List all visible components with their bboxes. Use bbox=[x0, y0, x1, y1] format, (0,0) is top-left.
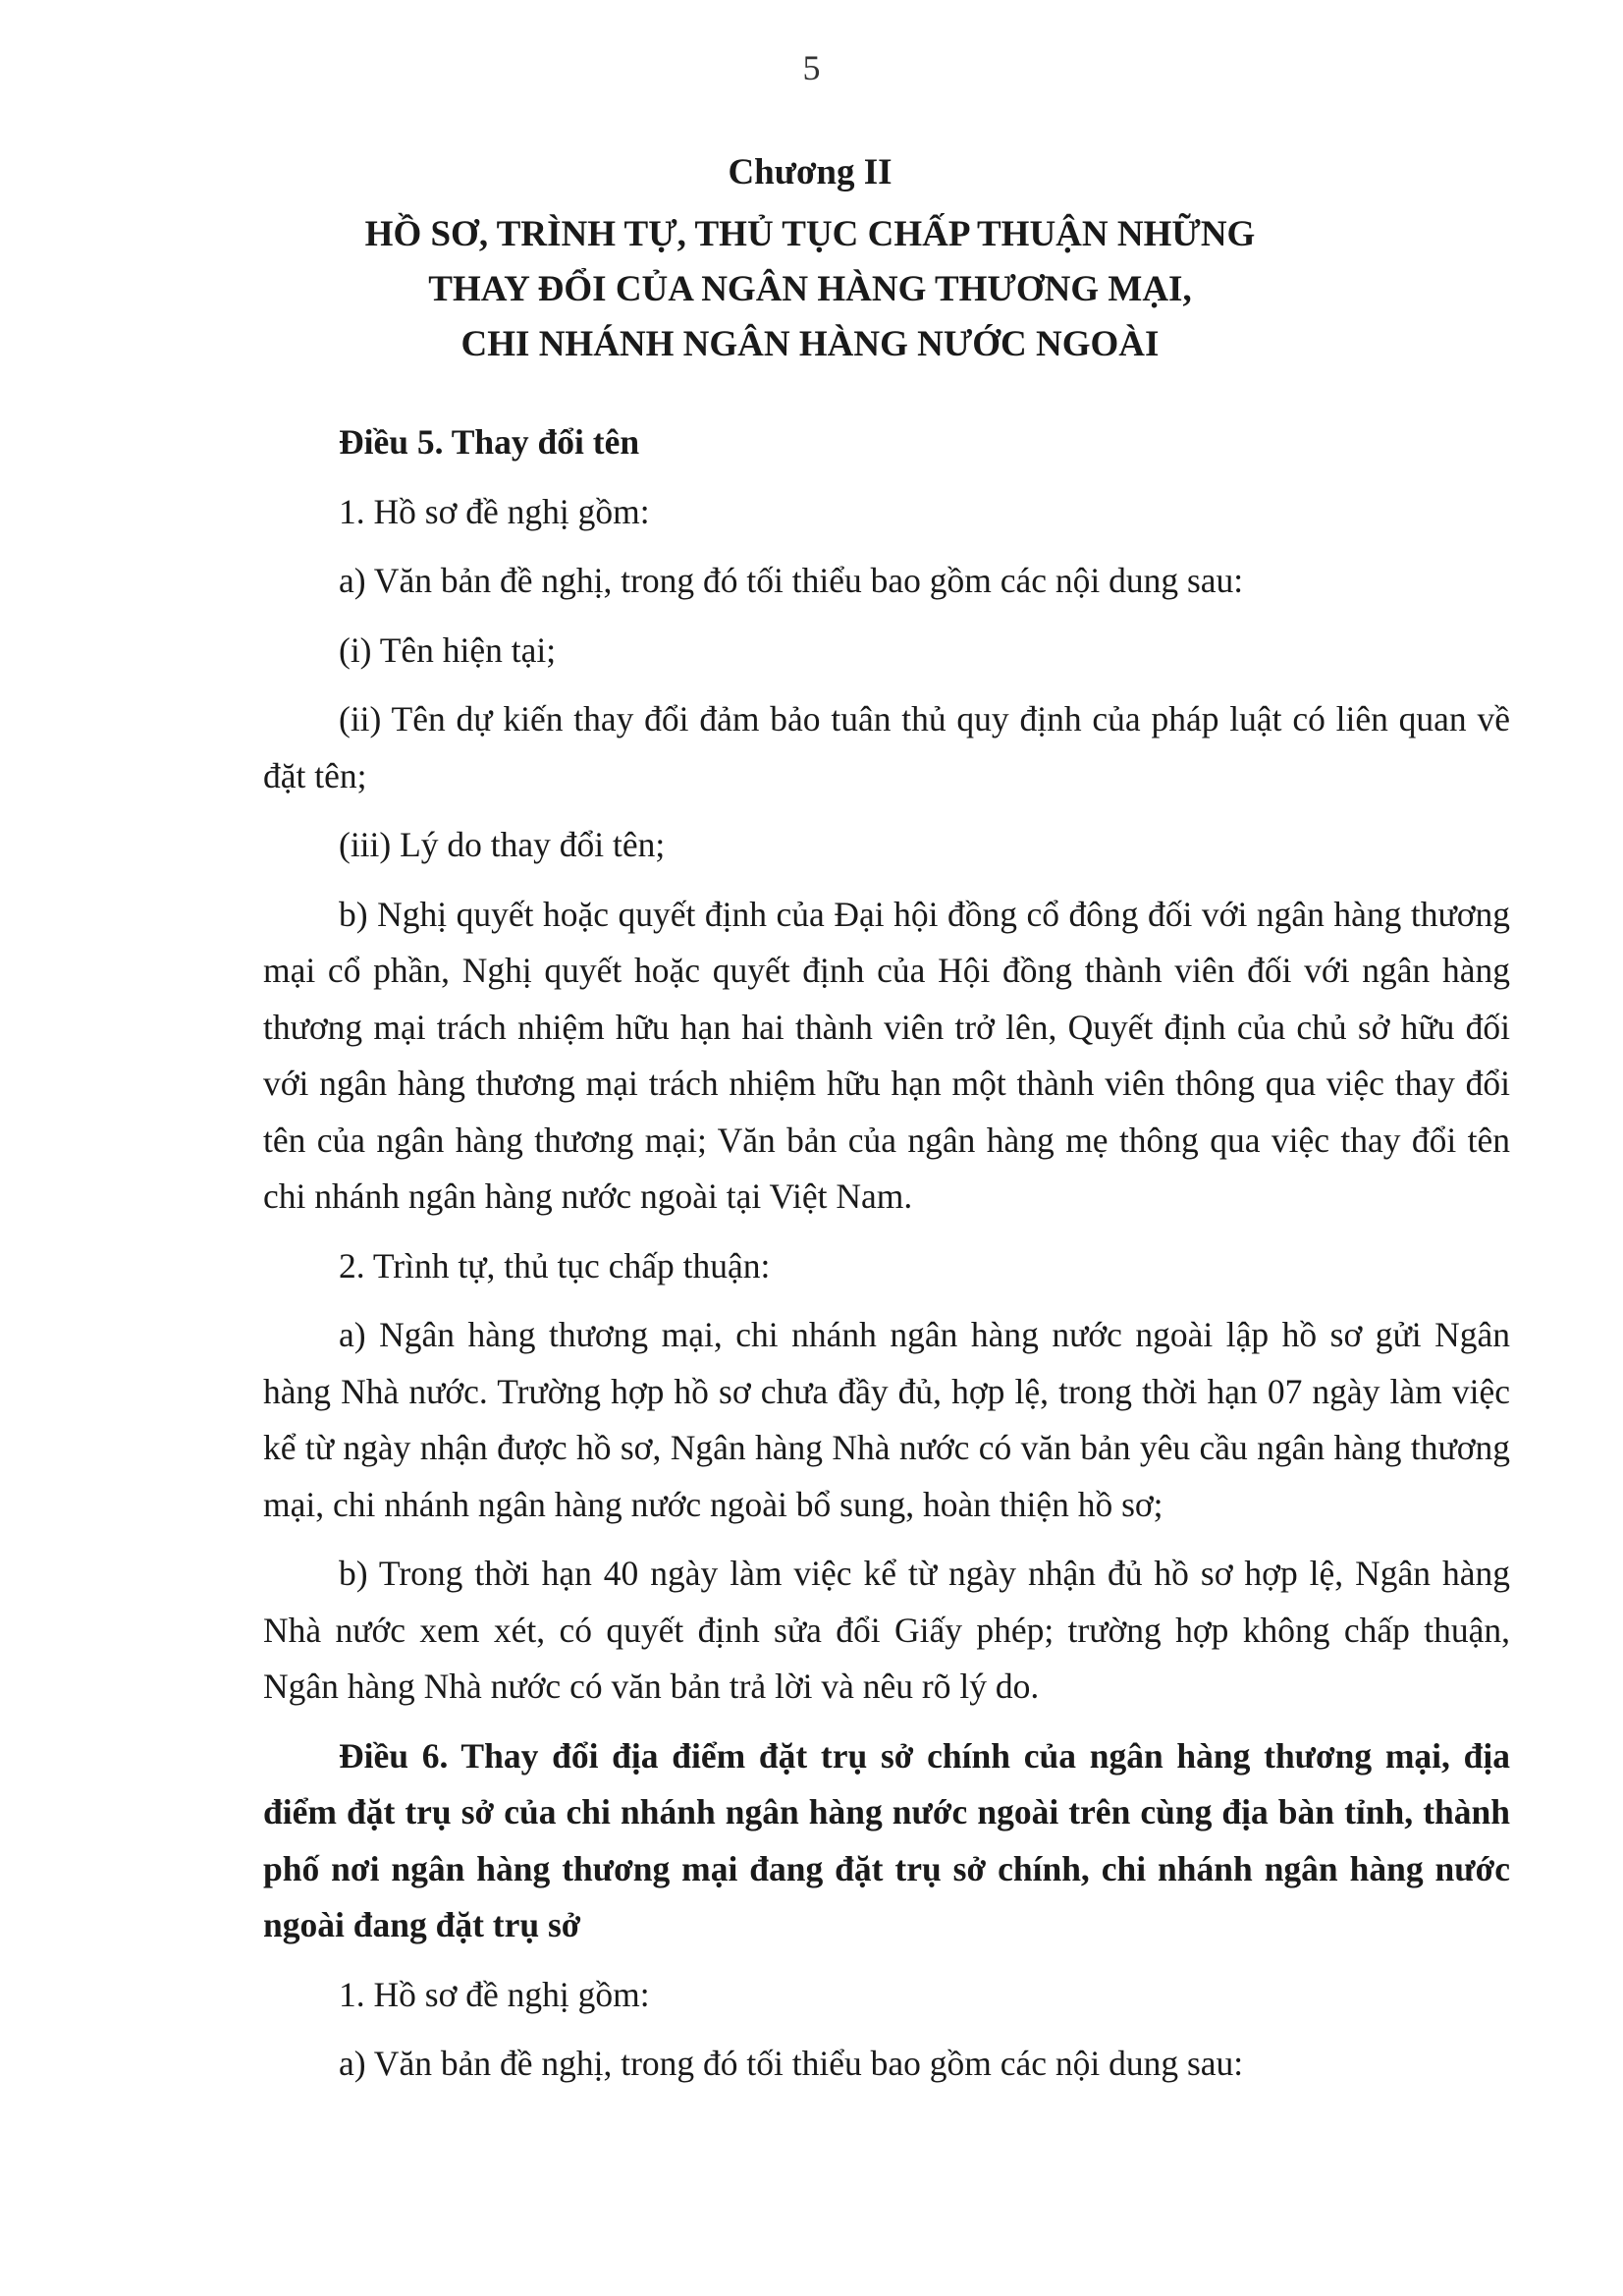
paragraph: a) Văn bản đề nghị, trong đó tối thiểu bao gồm các nội dung sau: bbox=[339, 2044, 1244, 2083]
chapter-title bbox=[295, 207, 1325, 372]
document-body bbox=[263, 414, 1510, 2093]
paragraph: (iii) Lý do thay đổi tên; bbox=[339, 825, 666, 864]
chapter-label: Chương II bbox=[728, 152, 893, 192]
chapter-title-line: THAY ĐỔI CỦA NGÂN HÀNG THƯƠNG MẠI, bbox=[428, 269, 1192, 309]
article-6-heading: Điều 6. Thay đổi địa điểm đặt trụ sở chính của ngân hàng thương mại, địa điểm đặt trụ sở của chi nhánh ngân hàng nước ngoài trên cùng địa bàn tỉnh, thành phố nơi ngân hàng thương mại đang đặt trụ sở chính, chi nhánh ngân hàng nước ngoài đang đặt trụ sở bbox=[263, 1735, 1510, 1944]
paragraph: (i) Tên hiện tại; bbox=[339, 629, 557, 670]
paragraph: 2. Trình tự, thủ tục chấp thuận: bbox=[339, 1245, 771, 1285]
paragraph: b) Nghị quyết hoặc quyết định của Đại hội đồng cổ đông đối với ngân hàng thương mại cổ phần, Nghị quyết hoặc quyết định của Hội đồng thành viên đối với ngân hàng thương mại trách nhiệm hữu hạn hai thành viên trở lên, Quyết định của chủ sở hữu đối với ngân hàng thương mại trách nhiệm hữu hạn một thành viên thông qua việc thay đổi tên của ngân hàng thương mại; Văn bản của ngân hàng mẹ thông qua việc thay đổi tên chi nhánh ngân hàng nước ngoài tại Việt Nam. bbox=[263, 894, 1510, 1216]
paragraph: (ii) Tên dự kiến thay đổi đảm bảo tuân thủ quy định của pháp luật có liên quan về đặt tên; bbox=[263, 699, 1510, 795]
chapter-title-line: CHI NHÁNH NGÂN HÀNG NƯỚC NGOÀI bbox=[460, 324, 1160, 364]
paragraph: b) Trong thời hạn 40 ngày làm việc kể từ ngày nhận đủ hồ sơ hợp lệ, Ngân hàng Nhà nước xem xét, có quyết định sửa đổi Giấy phép; trường hợp không chấp thuận, Ngân hàng Nhà nước có văn bản trả lời và nêu rõ lý do. bbox=[263, 1554, 1510, 1706]
paragraph: a) Văn bản đề nghị, trong đó tối thiểu bao gồm các nội dung sau: bbox=[339, 561, 1244, 600]
article-5-heading: Điều 5. Thay đổi tên bbox=[339, 422, 640, 462]
paragraph: 1. Hồ sơ đề nghị gồm: bbox=[339, 491, 650, 531]
page-number: 5 bbox=[802, 48, 821, 87]
paragraph: a) Ngân hàng thương mại, chi nhánh ngân hàng nước ngoài lập hồ sơ gửi Ngân hàng Nhà nước. Trường hợp hồ sơ chưa đầy đủ, hợp lệ, trong thời hạn 07 ngày làm việc kể từ ngày nhận được hồ sơ, Ngân hàng Nhà nước có văn bản yêu cầu ngân hàng thương mại, chi nhánh ngân hàng nước ngoài bổ sung, hoàn thiện hồ sơ; bbox=[263, 1315, 1510, 1524]
chapter-title-line: HỒ SƠ, TRÌNH TỰ, THỦ TỤC CHẤP THUẬN NHỮNG bbox=[364, 214, 1256, 254]
paragraph: 1. Hồ sơ đề nghị gồm: bbox=[339, 1974, 650, 2014]
